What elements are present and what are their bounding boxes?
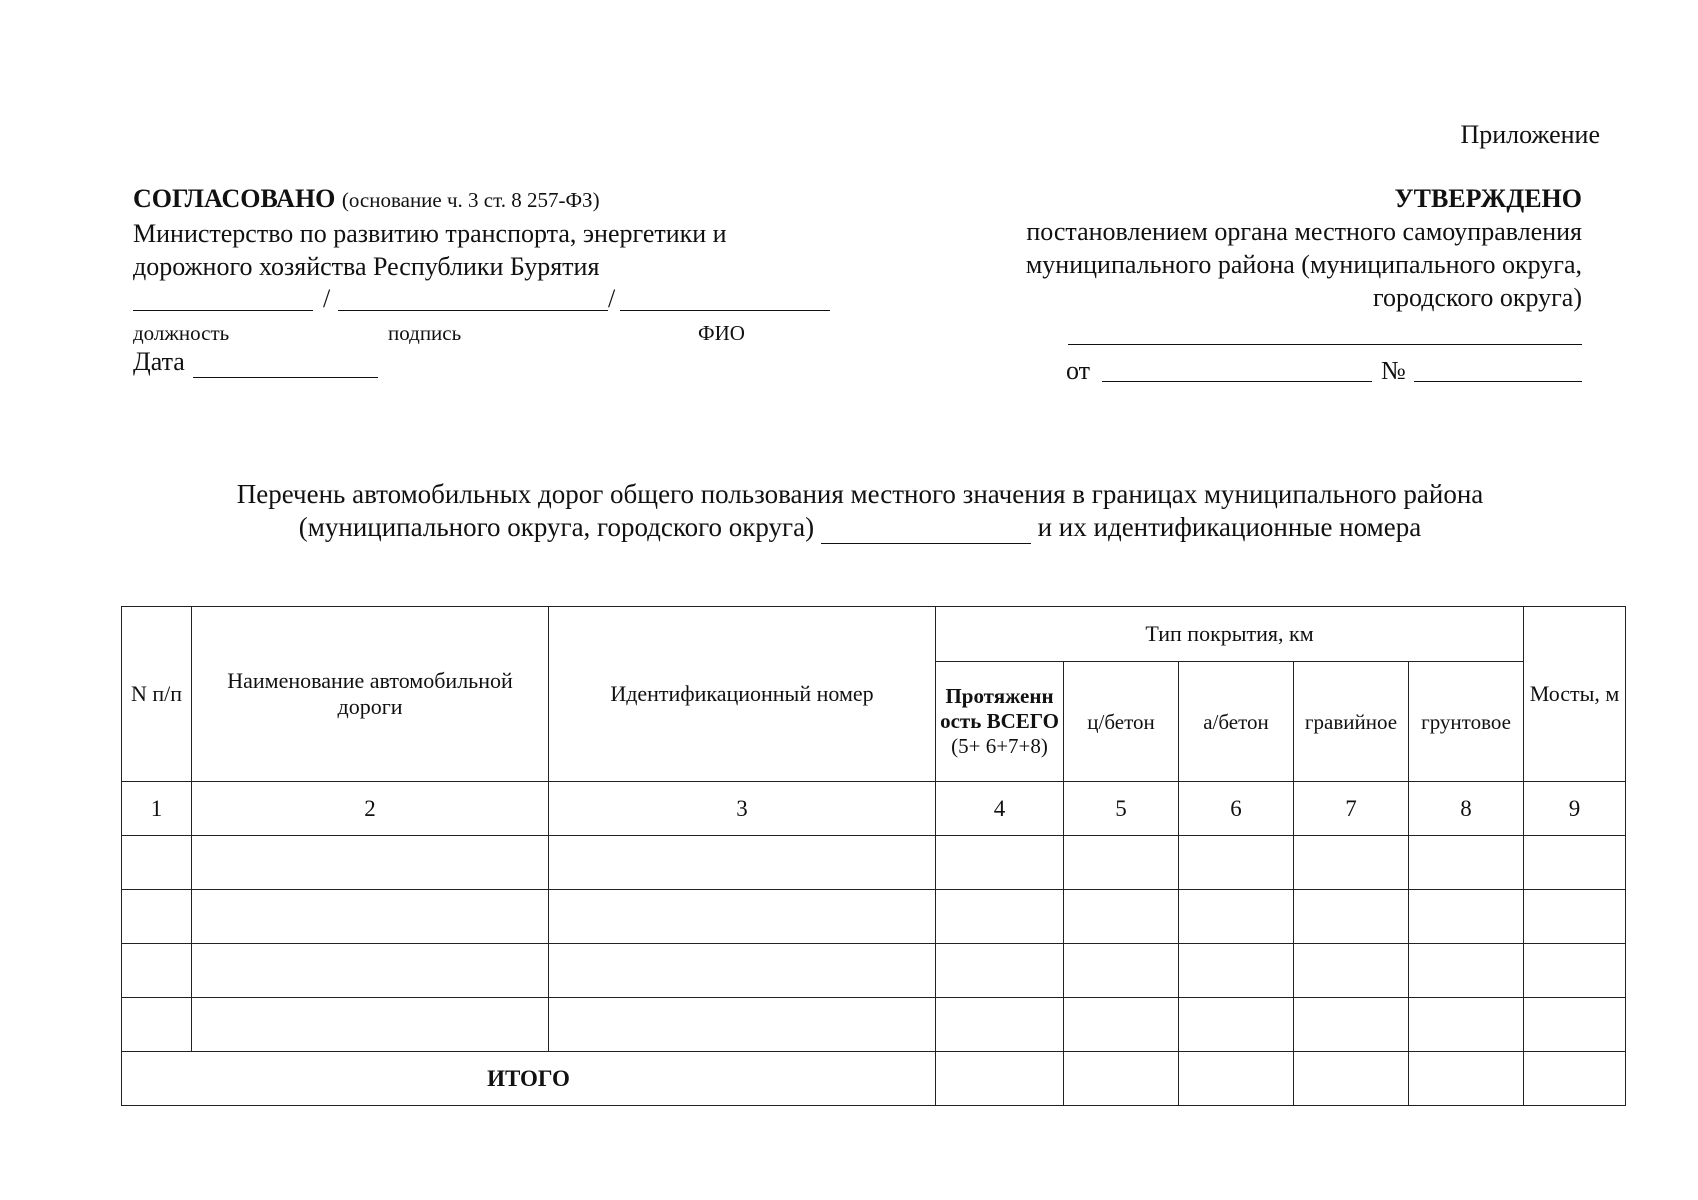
table-cell — [1064, 998, 1179, 1052]
approved-line-2: муниципального района (муниципального округа, — [1025, 250, 1582, 279]
resolution-date-number — [1066, 350, 1586, 386]
name-blank — [620, 310, 830, 311]
table-cell — [1179, 998, 1294, 1052]
table-cell — [122, 836, 192, 890]
municipality-blank — [821, 519, 1031, 544]
resolution-number-blank — [1414, 381, 1582, 382]
column-number: 8 — [1409, 782, 1524, 836]
agreed-line-2: дорожного хозяйства Республики Бурятия — [133, 252, 600, 281]
table-cell — [1524, 836, 1626, 890]
signature-labels — [133, 317, 853, 345]
table-cell — [1409, 1052, 1524, 1106]
from-label: от — [1066, 356, 1091, 385]
signature-separator: / — [608, 284, 616, 313]
table-cell — [1179, 944, 1294, 998]
signature-line — [133, 283, 853, 317]
table-cell — [1064, 890, 1179, 944]
document-title — [140, 478, 1580, 544]
table-cell — [1524, 1052, 1626, 1106]
header-total-length-title: Протяженн ость ВСЕГО — [940, 684, 1059, 733]
name-label: ФИО — [698, 321, 745, 345]
table-cell — [122, 890, 192, 944]
column-number: 2 — [192, 782, 549, 836]
approved-line-3: городского округа) — [1372, 283, 1582, 312]
agreed-line-1: Министерство по развитию транспорта, энергетики и — [133, 219, 727, 248]
approved-line-1: постановлением органа местного самоуправления — [1026, 217, 1582, 246]
agreed-heading — [133, 182, 853, 217]
header-coverage-type: Тип покрытия, км — [936, 607, 1524, 662]
approved-title: УТВЕРЖДЕНО — [1394, 184, 1582, 213]
table-cell — [192, 836, 549, 890]
table-cell — [1294, 836, 1409, 890]
date-label: Дата — [133, 347, 185, 376]
table-cell — [1064, 1052, 1179, 1106]
column-number: 3 — [549, 782, 936, 836]
title-line-1: Перечень автомобильных дорог общего пользования местного значения в границах муниципального района — [236, 479, 1484, 509]
column-number: 6 — [1179, 782, 1294, 836]
table-cell — [1064, 836, 1179, 890]
roads-table — [121, 606, 1626, 1106]
header-dirt: грунтовое — [1409, 662, 1524, 782]
table-row — [122, 890, 1626, 944]
table-cell — [192, 998, 549, 1052]
header-total-length-formula: (5+ 6+7+8) — [951, 734, 1048, 758]
table-cell — [936, 1052, 1064, 1106]
title-line-2-start: (муниципального округа, городского округа) — [298, 512, 815, 542]
number-label: № — [1381, 356, 1406, 385]
table-row — [122, 998, 1626, 1052]
table-cell — [192, 890, 549, 944]
header-gravel: гравийное — [1294, 662, 1409, 782]
agreed-block — [133, 182, 853, 378]
table-cell — [1409, 998, 1524, 1052]
signature-blank — [338, 310, 608, 311]
agreed-title: СОГЛАСОВАНО — [133, 184, 336, 213]
signature-separator: / — [323, 284, 331, 313]
table-cell — [1409, 836, 1524, 890]
column-number: 7 — [1294, 782, 1409, 836]
table-cell — [1294, 944, 1409, 998]
table-cell — [122, 998, 192, 1052]
total-label: ИТОГО — [122, 1052, 936, 1106]
table-cell — [1524, 944, 1626, 998]
table-cell — [1294, 890, 1409, 944]
table-cell — [549, 944, 936, 998]
title-line-2-end: и их идентификационные номера — [1037, 512, 1422, 542]
date-blank — [193, 353, 378, 378]
column-number: 4 — [936, 782, 1064, 836]
table-cell — [1409, 944, 1524, 998]
title-line-2 — [140, 511, 1580, 544]
table-cell — [1064, 944, 1179, 998]
table-cell — [1294, 1052, 1409, 1106]
table-cell — [549, 836, 936, 890]
table-cell — [1179, 1052, 1294, 1106]
table-row — [122, 836, 1626, 890]
table-cell — [1409, 890, 1524, 944]
column-number-row — [122, 782, 1626, 836]
header-id-number: Идентификационный номер — [549, 607, 936, 782]
table-cell — [1524, 998, 1626, 1052]
approved-block — [960, 182, 1582, 314]
column-number: 1 — [122, 782, 192, 836]
column-number: 5 — [1064, 782, 1179, 836]
position-label: должность — [133, 321, 230, 345]
table-row — [122, 944, 1626, 998]
table-cell — [936, 890, 1064, 944]
annex-label: Приложение — [1460, 120, 1600, 149]
table-cell — [936, 998, 1064, 1052]
agreed-basis: (основание ч. 3 ст. 8 257-ФЗ) — [341, 188, 600, 212]
table-cell — [549, 890, 936, 944]
header-road-name: Наименование автомобильной дороги — [192, 607, 549, 782]
table-cell — [936, 836, 1064, 890]
header-concrete: ц/бетон — [1064, 662, 1179, 782]
table-cell — [549, 998, 936, 1052]
table-cell — [1179, 836, 1294, 890]
column-number: 9 — [1524, 782, 1626, 836]
resolution-date-blank — [1102, 381, 1372, 382]
date-row — [133, 345, 853, 378]
table-cell — [1294, 998, 1409, 1052]
header-bridges: Мосты, м — [1524, 607, 1626, 782]
header-asphalt: а/бетон — [1179, 662, 1294, 782]
total-row — [122, 1052, 1626, 1106]
position-blank — [133, 310, 313, 311]
table-cell — [936, 944, 1064, 998]
table-cell — [1524, 890, 1626, 944]
table-cell — [122, 944, 192, 998]
resolution-blank — [1068, 344, 1582, 345]
table-cell — [192, 944, 549, 998]
signature-label: подпись — [388, 321, 462, 345]
table-cell — [1179, 890, 1294, 944]
header-num: N п/п — [122, 607, 192, 782]
header-total-length — [936, 662, 1064, 782]
